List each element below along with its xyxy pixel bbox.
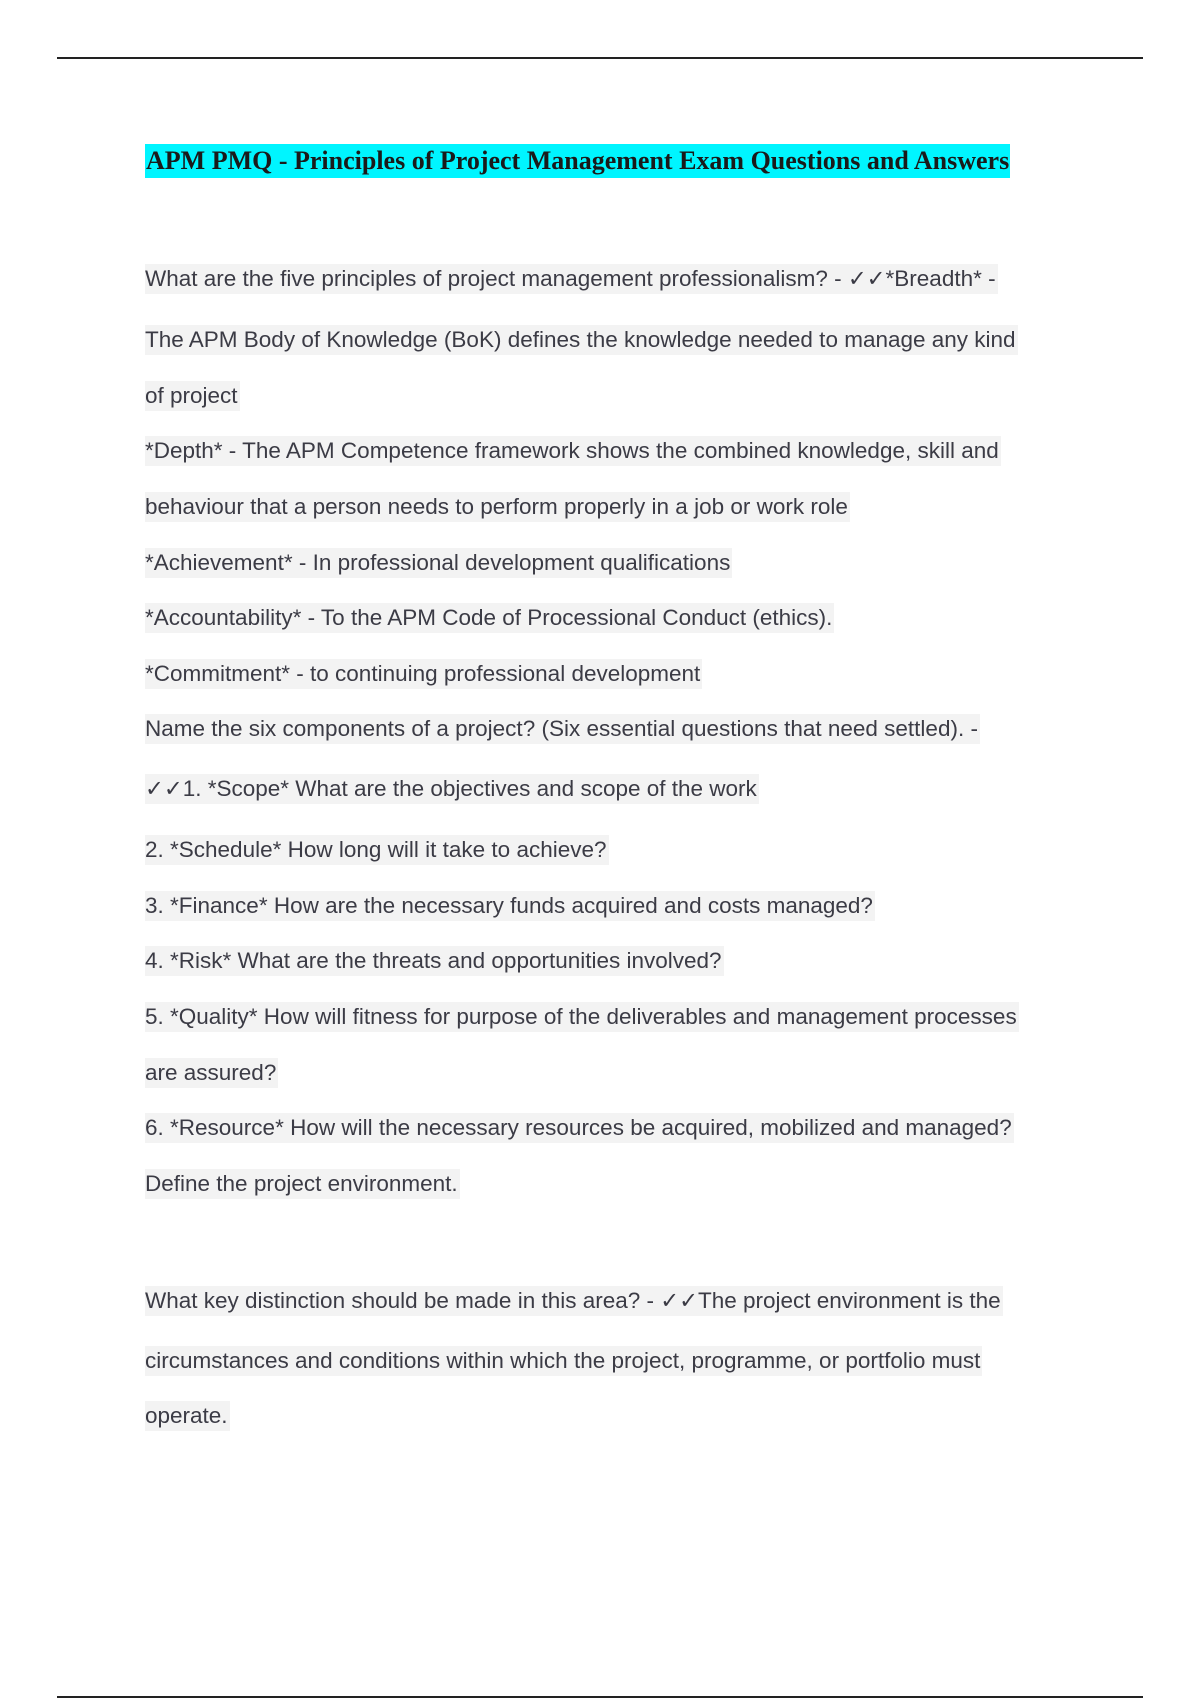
text-line-12: 3. *Finance* How are the necessary funds acquired and costs managed? <box>145 891 875 921</box>
text-line-4: *Depth* - The APM Competence framework shows the combined knowledge, skill and <box>145 436 1001 466</box>
text-line-19: circumstances and conditions within which the project, programme, or portfolio must <box>145 1346 982 1376</box>
document-title: APM PMQ - Principles of Project Management Exam Questions and Answers <box>145 144 1010 178</box>
text-line-2: The APM Body of Knowledge (BoK) defines the knowledge needed to manage any kind <box>145 325 1018 355</box>
text-line-15: are assured? <box>145 1058 278 1088</box>
text-line-9: Name the six components of a project? (Six essential questions that need settled). - <box>145 714 980 744</box>
text-line-3: of project <box>145 381 240 411</box>
text-line-8: *Commitment* - to continuing professional development <box>145 659 702 689</box>
footer-rule <box>57 1696 1143 1698</box>
text-line-20: operate. <box>145 1401 230 1431</box>
text-line-1: What are the five principles of project management professionalism? - ✓✓*Breadth* - <box>145 264 998 294</box>
text-line-10: ✓✓1. *Scope* What are the objectives and scope of the work <box>145 774 759 804</box>
text-line-6: *Achievement* - In professional development qualifications <box>145 548 732 578</box>
text-line-16: 6. *Resource* How will the necessary resources be acquired, mobilized and managed? <box>145 1113 1014 1143</box>
header-rule <box>57 57 1143 59</box>
text-line-7: *Accountability* - To the APM Code of Processional Conduct (ethics). <box>145 603 834 633</box>
text-line-17: Define the project environment. <box>145 1169 460 1199</box>
text-line-14: 5. *Quality* How will fitness for purpose of the deliverables and management processes <box>145 1002 1019 1032</box>
text-line-13: 4. *Risk* What are the threats and opportunities involved? <box>145 946 724 976</box>
text-line-18: What key distinction should be made in this area? - ✓✓The project environment is the <box>145 1286 1003 1316</box>
text-line-5: behaviour that a person needs to perform properly in a job or work role <box>145 492 850 522</box>
text-line-11: 2. *Schedule* How long will it take to achieve? <box>145 835 609 865</box>
